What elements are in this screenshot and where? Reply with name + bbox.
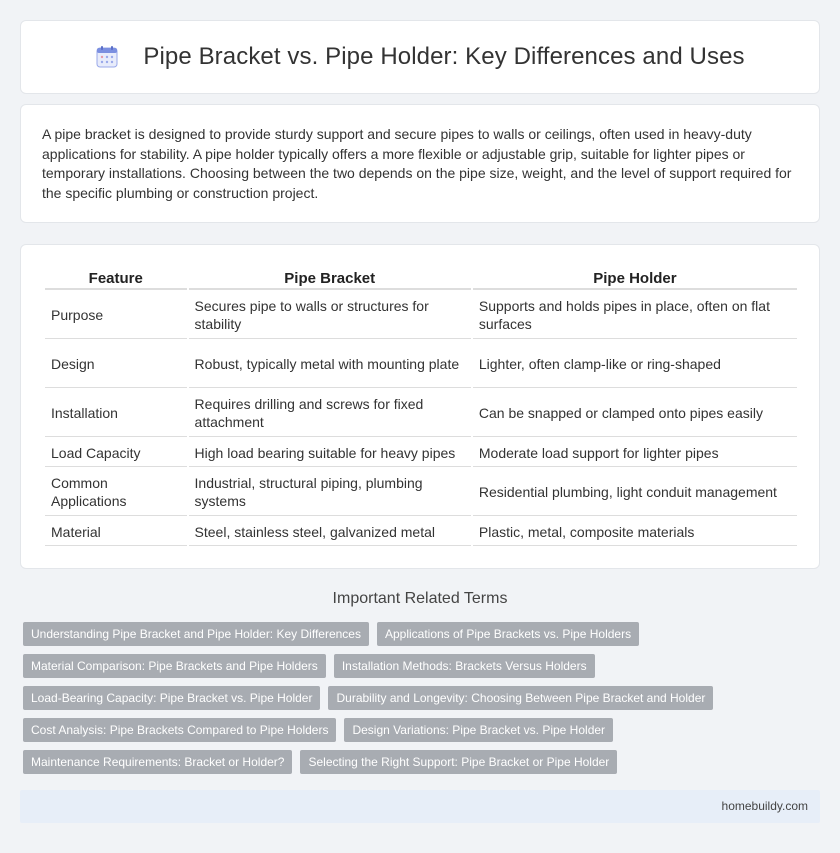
related-term-tag[interactable]: Design Variations: Pipe Bracket vs. Pipe Holder xyxy=(344,718,613,742)
comparison-table-card xyxy=(20,244,820,569)
related-terms-list xyxy=(23,622,823,774)
footer-site-link[interactable]: homebuildy.com xyxy=(721,799,808,813)
intro-paragraph: A pipe bracket is designed to provide sturdy support and secure pipes to walls or ceilings, often used in heavy-duty applications for stability. A pipe holder typically offers a more flexible or adjustable grip, suitable for lighter pipes or temporary installations. Choosing between the two depends on the pipe size, weight, and the level of support required for the specific plumbing or construction project. xyxy=(42,126,792,201)
calendar-icon xyxy=(95,45,119,69)
related-term-tag[interactable]: Installation Methods: Brackets Versus Holders xyxy=(334,654,595,678)
header-pipe-holder: Pipe Holder xyxy=(473,267,797,290)
intro-card xyxy=(20,104,820,223)
related-term-tag[interactable]: Cost Analysis: Pipe Brackets Compared to Pipe Holders xyxy=(23,718,336,742)
bracket-cell: Secures pipe to walls or structures for stability xyxy=(189,292,471,339)
feature-cell: Purpose xyxy=(45,292,187,339)
table-row xyxy=(45,341,797,388)
table-row xyxy=(45,390,797,437)
table-row xyxy=(45,439,797,467)
comparison-table xyxy=(43,265,799,548)
bracket-cell: Robust, typically metal with mounting plate xyxy=(189,341,471,388)
holder-cell: Lighter, often clamp-like or ring-shaped xyxy=(473,341,797,388)
related-term-tag[interactable]: Material Comparison: Pipe Brackets and Pipe Holders xyxy=(23,654,326,678)
holder-cell: Supports and holds pipes in place, often on flat surfaces xyxy=(473,292,797,339)
feature-cell: Load Capacity xyxy=(45,439,187,467)
related-term-tag[interactable]: Understanding Pipe Bracket and Pipe Holder: Key Differences xyxy=(23,622,369,646)
related-term-tag[interactable]: Durability and Longevity: Choosing Between Pipe Bracket and Holder xyxy=(328,686,713,710)
header-pipe-bracket: Pipe Bracket xyxy=(189,267,471,290)
related-term-tag[interactable]: Maintenance Requirements: Bracket or Holder? xyxy=(23,750,292,774)
related-term-tag[interactable]: Load-Bearing Capacity: Pipe Bracket vs. Pipe Holder xyxy=(23,686,320,710)
table-row xyxy=(45,469,797,516)
related-term-tag[interactable]: Applications of Pipe Brackets vs. Pipe Holders xyxy=(377,622,639,646)
feature-cell: Design xyxy=(45,341,187,388)
bracket-cell: Industrial, structural piping, plumbing systems xyxy=(189,469,471,516)
bracket-cell: High load bearing suitable for heavy pipes xyxy=(189,439,471,467)
holder-cell: Residential plumbing, light conduit management xyxy=(473,469,797,516)
footer-bar xyxy=(20,790,820,823)
feature-cell: Common Applications xyxy=(45,469,187,516)
feature-cell: Installation xyxy=(45,390,187,437)
related-terms-heading: Important Related Terms xyxy=(332,590,508,607)
bracket-cell: Requires drilling and screws for fixed attachment xyxy=(189,390,471,437)
holder-cell: Can be snapped or clamped onto pipes easily xyxy=(473,390,797,437)
table-row xyxy=(45,292,797,339)
table-row xyxy=(45,518,797,546)
table-header-row xyxy=(45,267,797,290)
holder-cell: Moderate load support for lighter pipes xyxy=(473,439,797,467)
bracket-cell: Steel, stainless steel, galvanized metal xyxy=(189,518,471,546)
header-card xyxy=(20,20,820,94)
page-title: Pipe Bracket vs. Pipe Holder: Key Differences and Uses xyxy=(143,43,745,70)
holder-cell: Plastic, metal, composite materials xyxy=(473,518,797,546)
header-feature: Feature xyxy=(45,267,187,290)
related-term-tag[interactable]: Selecting the Right Support: Pipe Bracket or Pipe Holder xyxy=(300,750,617,774)
feature-cell: Material xyxy=(45,518,187,546)
